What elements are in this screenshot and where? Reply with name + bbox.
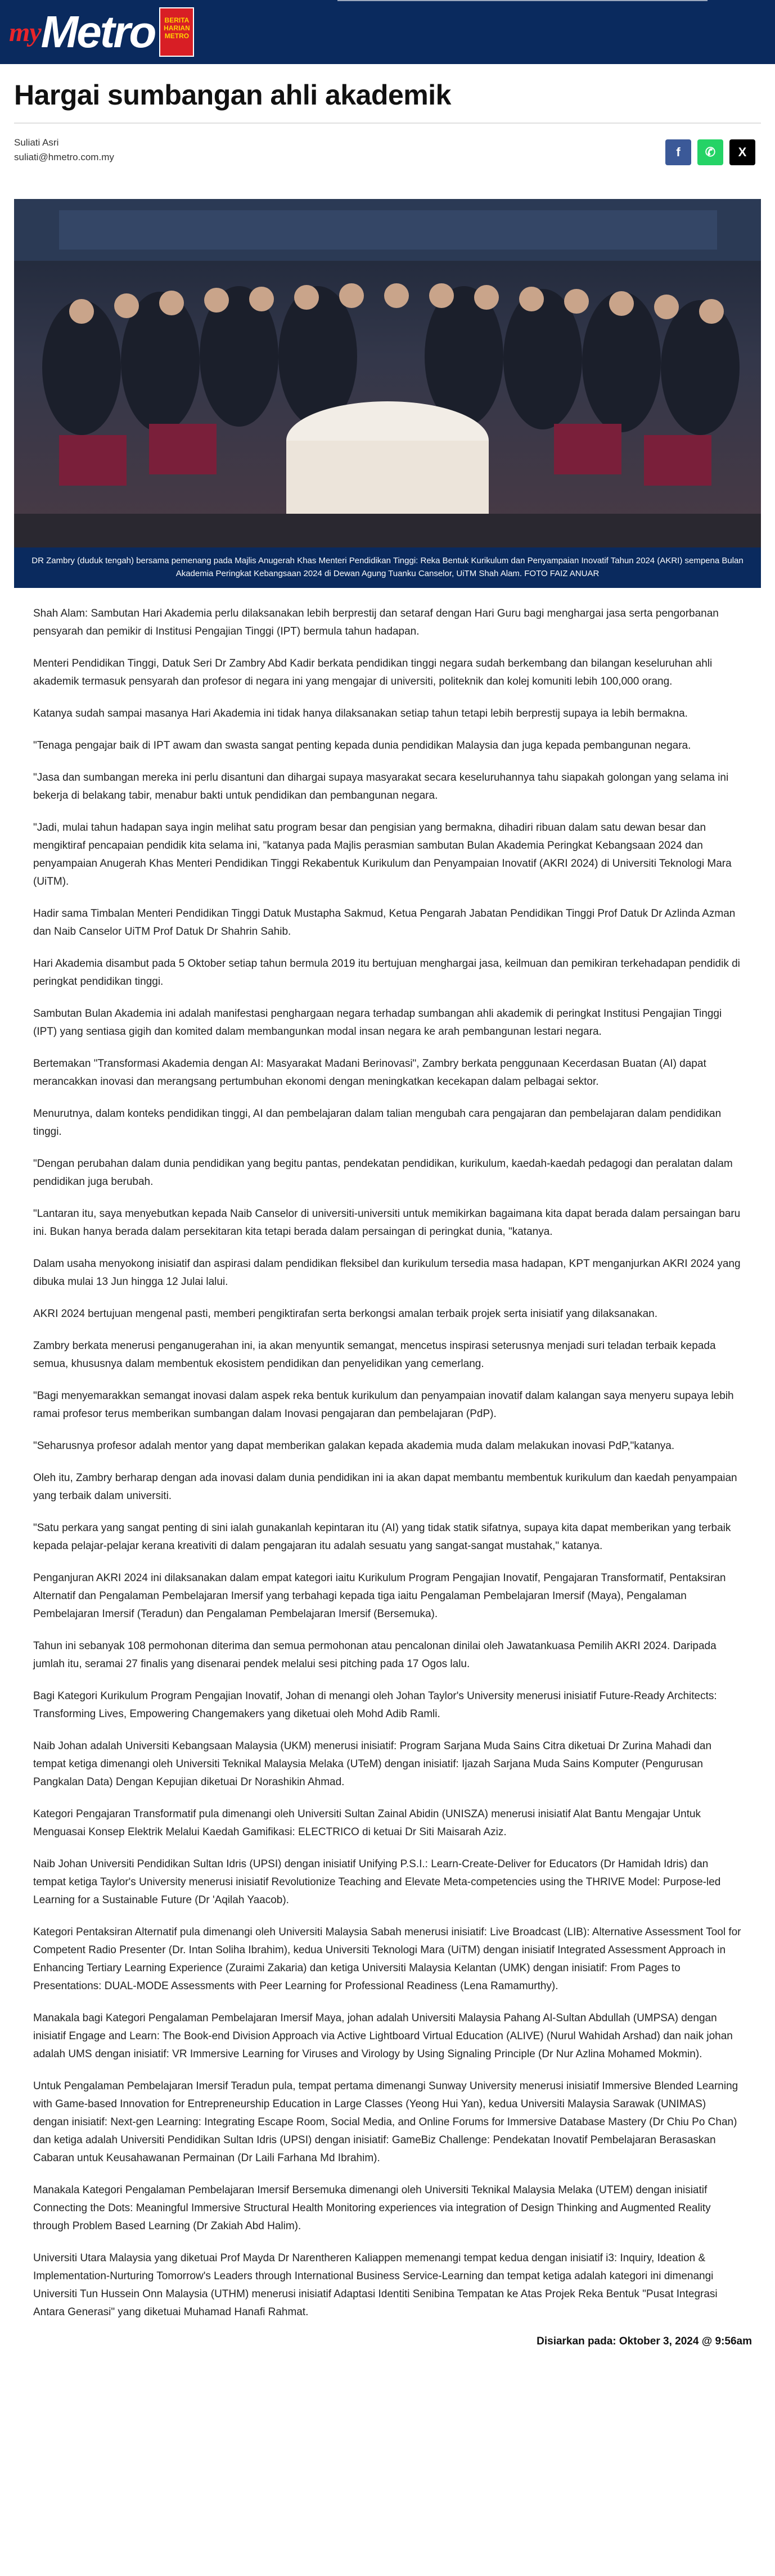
paragraph: Bagi Kategori Kurikulum Program Pengajian Inovatif, Johan di menangi oleh Johan Taylor's University menerusi inisiatif Future-Ready Architects: Transforming Lives, Empowering Changemakers yang diketuai oleh Mohd Adib Ramli. (33, 1690, 717, 1720)
paragraph: "Lantaran itu, saya menyebutkan kepada Naib Canselor di universiti-universiti untuk memikirkan bagaimana kita dapat berada dalam persaingan baru ini. Bukan hanya berada dalam persekitaran kita tetapi berada dalam persaingan di peringkat dunia, "katanya. (33, 1208, 741, 1238)
paragraph: Universiti Utara Malaysia yang diketuai Prof Mayda Dr Narentheren Kaliappen memenangi tempat kedua dengan inisiatif i3: Inquiry, Ideation & Implementation-Nurturing Tomorrow's Leaders through International Business Service-Learning dan tempat ketiga adalah kategori ini dimenangi Universiti Tun Hussein Onn Malaysia (UTHM) menerusi inisiatif Adaptasi Identiti Senibina Tempatan ke Atas Projek Reka Bentuk "Pusat Integrasi Antara Generasi" yang diketuai Muhamad Hanafi Rahmat. (33, 2252, 718, 2318)
whatsapp-share-button[interactable] (697, 139, 723, 165)
paragraph: Manakala Kategori Pengalaman Pembelajaran Imersif Bersemuka dimenangi oleh Universiti Teknikal Malaysia Melaka (UTEM) dengan inisiatif Connecting the Dots: Meaningful Immersive Structural Health Monitoring experiences via integration of Design Thinking and Augmented Reality through Problem Based Learning (Dr Zakiah Abd Halim). (33, 2184, 711, 2232)
paragraph: Sambutan Bulan Akademia ini adalah manifestasi penghargaan negara terhadap sumbangan ahli akademik di peringkat Institusi Pengajian Tinggi (IPT) yang sentiasa gigih dan komited dalam membangunkan modal insan negara ke arah pembangunan lestari negara. (33, 1008, 722, 1038)
paragraph: Naib Johan Universiti Pendidikan Sultan Idris (UPSI) dengan inisiatif Unifying P.S.I.: Learn-Create-Deliver for Educators (Dr Hamidah Idris) dan tempat ketiga Taylor's University menerusi inisiatif Revolutionize Teaching and Elevate Meta-competencies using the THRIVE Model: Purpose-led Learning for a Sustainable Future (Dr 'Aqilah Yaacob). (33, 1858, 721, 1906)
paragraph: Dalam usaha menyokong inisiatif dan aspirasi dalam pendidikan fleksibel dan kurikulum tersedia masa hadapan, KPT menganjurkan AKRI 2024 yang dibuka mulai 13 Jun hingga 12 Julai lalui. (33, 1258, 741, 1288)
byline-row (14, 137, 761, 165)
facebook-share-button[interactable] (665, 139, 691, 165)
whatsapp-icon: ✆ (705, 145, 716, 159)
paragraph: Zambry berkata menerusi penganugerahan ini, ia akan menyuntik semangat, mencetus inspirasi seterusnya menjadi suri teladan terbaik kepada semua, khususnya dalam membentuk ekosistem pendidikan dan penyelidikan yang cemerlang. (33, 1340, 716, 1370)
paragraph: Oleh itu, Zambry berharap dengan ada inovasi dalam dunia pendidikan ini ia akan dapat membantu membentuk kurikulum dan kaedah penyampaian yang terbaik dalam universiti. (33, 1472, 737, 1502)
paragraph: Penganjuran AKRI 2024 ini dilaksanakan dalam empat kategori iaitu Kurikulum Program Pengajian Inovatif, Pengajaran Transformatif, Pentaksiran Alternatif dan Pengalaman Pembelajaran Imersif yang terbahagi kepada tiga iaitu Pengalaman Pembelajaran Imersif (Maya), Pengalaman Pembelajaran Imersif (Teradun) dan Pengalaman Pembelajaran Imersif (Bersemuka). (33, 1572, 726, 1620)
logo-my-text: my (9, 17, 41, 47)
paragraph: Menteri Pendidikan Tinggi, Datuk Seri Dr Zambry Abd Kadir berkata pendidikan tinggi negara sudah berkembang dan bilangan keseluruhan ahli akademik termasuk pensyarah dan profesor di negara ini yang mengajar di universiti, politeknik dan kolej komuniti lebih 100,000 orang. (33, 658, 713, 687)
paragraph: Katanya sudah sampai masanya Hari Akademia ini tidak hanya dilaksanakan setiap tahun tetapi lebih berprestij supaya ia lebih bermakna. (33, 708, 688, 719)
title-divider (14, 123, 761, 124)
paragraph: "Bagi menyemarakkan semangat inovasi dalam aspek reka bentuk kurikulum dan penyampaian inovatif dalam kalangan saya menyeru supaya lebih ramai profesor terus memberikan sumbangan dalam Inovasi pengajaran dan pembelajaran (PdP). (33, 1390, 734, 1420)
paragraph: Kategori Pengajaran Transformatif pula dimenangi oleh Universiti Sultan Zainal Abidin (UNISZA) menerusi inisiatif Alat Bantu Mengajar Untuk Menguasai Konsep Elektrik Melalui Kaedah Gamifikasi: ELECTRICO di ketuai Dr Siti Maisarah Aziz. (33, 1808, 701, 1838)
paragraph: Bertemakan "Transformasi Akademia dengan AI: Masyarakat Madani Berinovasi", Zambry berkata penggunaan Kecerdasan Buatan (AI) dapat merancakkan inovasi dan merangsang pertumbuhan ekonomi dengan meningkatkan kecekapan dalam pelbagai sektor. (33, 1058, 706, 1088)
paragraph: Manakala bagi Kategori Pengalaman Pembelajaran Imersif Maya, johan adalah Universiti Malaysia Pahang Al-Sultan Abdullah (UMPSA) dengan inisiatif Engage and Learn: The Book-end Division Approach via Active Lightboard Virtual Education (ALIVE) (Nurul Wahidah Arshad) dan naik johan adalah UMS dengan inisiatif: VR Immersive Learning for Viruses and Virology by Using Signaling Principle (Dr Nur Azlina Mohamed Mokmin). (33, 2012, 733, 2060)
paragraph: "Seharusnya profesor adalah mentor yang dapat memberikan galakan kepada akademia muda dalam melakukan inovasi PdP,"katanya. (33, 1440, 675, 1452)
lead-figure (14, 199, 761, 588)
logo-badge: BERITA HARIAN METRO (159, 7, 194, 57)
paragraph: Hari Akademia disambut pada 5 Oktober setiap tahun bermula 2019 itu bertujuan menghargai jasa, keilmuan dan pemikiran terkehadapan pendidik di peringkat pendidikan tinggi. (33, 958, 740, 988)
paragraph: AKRI 2024 bertujuan mengenal pasti, memberi pengiktirafan serta berkongsi amalan terbaik projek serta inisiatif yang dilaksanakan. (33, 1308, 658, 1320)
lead-photo (14, 199, 761, 547)
paragraph: Menurutnya, dalam konteks pendidikan tinggi, AI dan pembelajaran dalam talian mengubah cara pengajaran dan pembelajaran dalam pendidikan tinggi. (33, 1108, 722, 1138)
paragraph: "Jasa dan sumbangan mereka ini perlu disantuni dan dihargai supaya masyarakat secara keseluruhannya tahu siapakah golongan yang selama ini bekerja di belakang tabir, menabur bakti untuk pendidikan dan pembangunan negara. (33, 772, 729, 802)
paragraph: Tahun ini sebanyak 108 permohonan diterima dan semua permohonan atau pencalonan dinilai oleh Jawatankuasa Pemilih AKRI 2024. Daripada jumlah itu, seramai 27 finalis yang disenarai pendek melalui sesi pitching pada 17 Ogos lalu. (33, 1640, 717, 1670)
x-share-button[interactable] (729, 139, 755, 165)
author-email[interactable]: suliati@hmetro.com.my (14, 152, 114, 162)
paragraph: Untuk Pengalaman Pembelajaran Imersif Teradun pula, tempat pertama dimenangi Sunway University menerusi inisiatif Immersive Blended Learning with Game-based Innovation for Entrepreneurship Education in Large Classes (Yeong Hui Yan), kedua Universiti Malaysia Sarawak (UNIMAS) dengan inisiatif: Next-gen Learning: Integrating Escape Room, Social Media, and Online Forums for Immersive Database Mastery (Dr Chiu Po Chan) dan ketiga adalah Universiti Pendidikan Sultan Idris (UPSI) dengan inisiatif: GameBiz Challenge: Pendekatan Inovatif Pembelajaran Berasaskan Cabaran untuk Keusahawanan Permainan (Dr Laili Farhana Md Ibrahim). (33, 2080, 738, 2164)
paragraph: "Tenaga pengajar baik di IPT awam dan swasta sangat penting kepada dunia pendidikan Malaysia dan juga kepada pembangunan negara. (33, 740, 691, 751)
paragraph: "Dengan perubahan dalam dunia pendidikan yang begitu pantas, pendekatan pendidikan, kurikulum, kaedah-kaedah pedagogi dan peralatan dalam pendidikan juga berubah. (33, 1158, 733, 1188)
facebook-icon: f (676, 145, 681, 159)
paragraph: Kategori Pentaksiran Alternatif pula dimenangi oleh Universiti Malaysia Sabah menerusi inisiatif: Live Broadcast (LIB): Alternative Assessment Tool for Competent Radio Presenter (Dr. Intan Soliha Ibrahim), kedua Universiti Teknologi Mara (UiTM) dengan inisiatif Integrated Assessment Approach in Enhancing Tertiary Learning Experience (Zuraimi Zakaria) dan ketiga Universiti Malaysia Kelantan (UMK) dengan inisiatif: From Pages to Presentations: DUAL-MODE Assessments with Peer Learning for Professional Readiness (Lena Ramamurthy). (33, 1926, 741, 1992)
article-body (14, 588, 761, 2321)
paragraph: "Satu perkara yang sangat penting di sini ialah gunakanlah kepintaran itu (AI) yang tidak statik sifatnya, supaya kita dapat memberikan yang terbaik kepada pelajar-pelajar kerana kreativiti di dalam pengajaran itu adalah sesuatu yang sangat-sangat mustahak," katanya. (33, 1522, 731, 1552)
author-name: Suliati Asri (14, 137, 59, 148)
site-logo[interactable] (9, 0, 194, 64)
paragraph: "Jadi, mulai tahun hadapan saya ingin melihat satu program besar dan pengisian yang bermakna, dihadiri ribuan dalam satu dewan besar dan mengiktiraf pencapaian pendidik kita selama ini, "katanya pada Majlis perasmian sambutan Bulan Akademia Peringkat Kebangsaan 2024 dan penyampaian Anugerah Khas Menteri Pendidikan Tinggi Rekabentuk Kurikulum dan Penyampaian Inovatif (AKRI 2024) di Universiti Teknologi Mara (UiTM). (33, 822, 732, 888)
paragraph: Shah Alam: Sambutan Hari Akademia perlu dilaksanakan lebih berprestij dan setaraf dengan Hari Guru bagi menghargai jasa serta pengorbanan pensyarah dan pemikir di Institusi Pengajian Tinggi (IPT) bermula tahun hadapan. (33, 608, 719, 637)
published-date: Disiarkan pada: Oktober 3, 2024 @ 9:56am (537, 2335, 752, 2347)
article (14, 79, 761, 2348)
photo-caption: DR Zambry (duduk tengah) bersama pemenang pada Majlis Anugerah Khas Menteri Pendidikan Tinggi: Reka Bentuk Kurikulum dan Penyampaian Inovatif Tahun 2024 (AKRI) sempena Bulan Akademia Peringkat Kebangsaan 2024 di Dewan Agung Tuanku Canselor, UiTM Shah Alam. FOTO FAIZ ANUAR (14, 547, 761, 588)
share-buttons (665, 139, 755, 165)
header-stripe (337, 0, 708, 1)
logo-metro-text: Metro (40, 7, 155, 57)
x-icon: X (738, 145, 747, 159)
article-title: Hargai sumbangan ahli akademik (14, 79, 451, 111)
paragraph: Naib Johan adalah Universiti Kebangsaan Malaysia (UKM) menerusi inisiatif: Program Sarjana Muda Sains Citra diketuai Dr Zurina Mahadi dan tempat ketiga dimenangi oleh Universiti Teknikal Malaysia Melaka (UTeM) dengan inisiatif: Ijazah Sarjana Muda Sains Komputer (Pengurusan Pangkalan Data) Dengan Kepujian diketuai Dr Norashikin Ahmad. (33, 1740, 712, 1788)
paragraph: Hadir sama Timbalan Menteri Pendidikan Tinggi Datuk Mustapha Sakmud, Ketua Pengarah Jabatan Pendidikan Tinggi Prof Datuk Dr Azlinda Azman dan Naib Canselor UiTM Prof Datuk Dr Shahrin Sahib. (33, 908, 736, 938)
byline (14, 137, 114, 163)
site-header (0, 0, 775, 64)
